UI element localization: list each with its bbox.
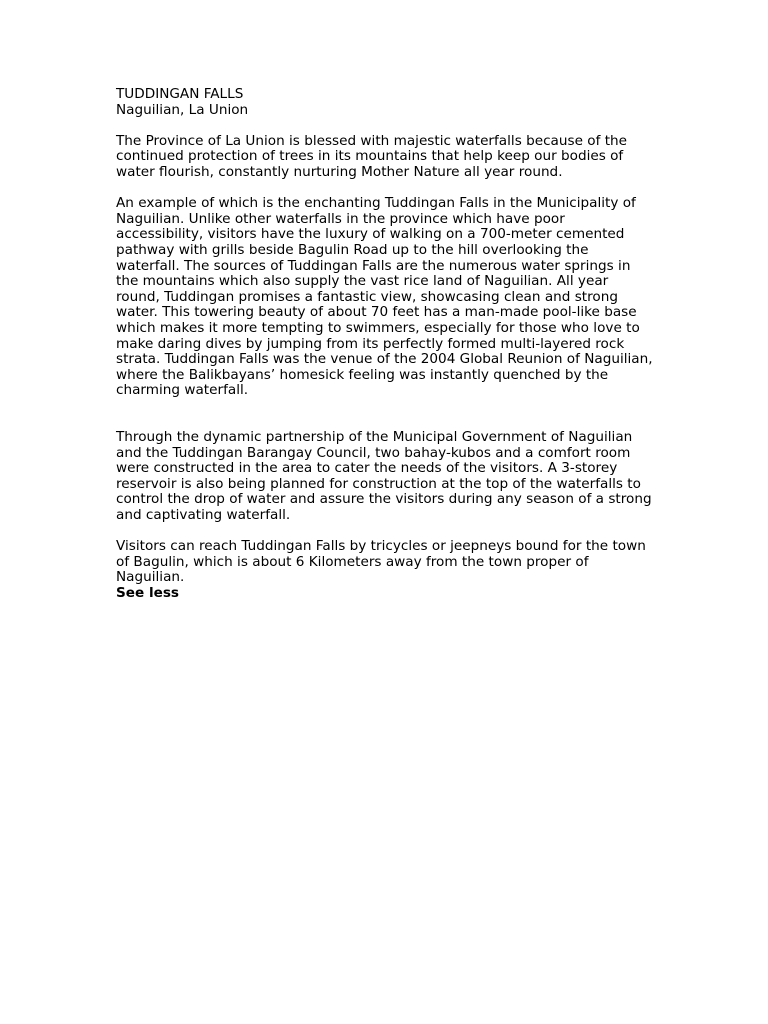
spacer: [116, 181, 656, 197]
spacer: [116, 399, 656, 430]
document-title: TUDDINGAN FALLS: [116, 86, 244, 102]
document-location: Naguilian, La Union: [116, 101, 249, 118]
paragraph-directions: Visitors can reach Tuddingan Falls by tricycles or jeepneys bound for the town of Bagulin, which is about 6 Kilometers away from the town proper of Naguilian.: [116, 538, 646, 586]
paragraph-description: An example of which is the enchanting Tuddingan Falls in the Municipality of Naguilian. Unlike other waterfalls in the province which have poor accessibility, visitors have the luxury of walking on a 700-meter cemented pathway with grills beside Bagulin Road up to the hill overlooking the waterfall. The sources of Tuddingan Falls are the numerous water springs in the mountains which also supply the vast rice land of Naguilian. All year round, Tuddingan promises a fantastic view, showcasing clean and strong water. This towering beauty of about 70 feet has a man-made pool-like base which makes it more tempting to swimmers, especially for those who love to make daring dives by jumping from its perfectly formed multi-layered rock strata. Tuddingan Falls was the venue of the 2004 Global Reunion of Naguilian, where the Balikbayans’ homesick feeling was instantly quenched by the charming waterfall.: [116, 195, 653, 399]
document-body: [116, 87, 656, 602]
paragraph-intro: The Province of La Union is blessed with majestic waterfalls because of the continued protection of trees in its mountains that help keep our bodies of water flourish, constantly nurturing Mother Nature all year round.: [116, 132, 628, 180]
spacer: [116, 118, 656, 134]
paragraph-partnership: Through the dynamic partnership of the Municipal Government of Naguilian and the Tuddingan Barangay Council, two bahay-kubos and a comfort room were constructed in the area to cater the needs of the visitors. A 3-storey reservoir is also being planned for construction at the top of the waterfalls to control the drop of water and assure the visitors during any season of a strong and captivating waterfall.: [116, 429, 652, 524]
see-less-link[interactable]: See less: [116, 585, 180, 601]
spacer: [116, 524, 656, 540]
